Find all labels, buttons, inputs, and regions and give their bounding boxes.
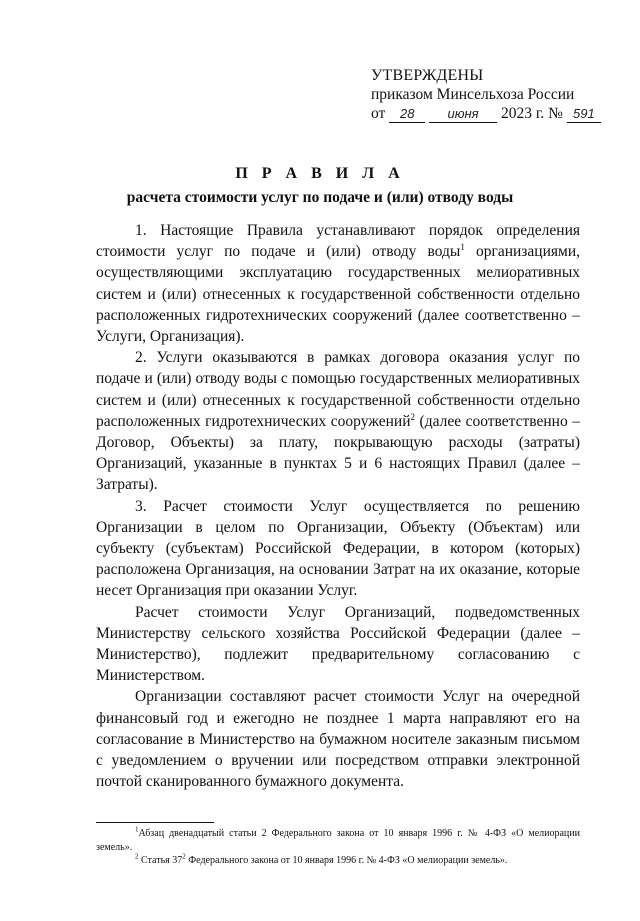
paragraph-2-text-b: (далее соответственно – Договор, Объекты) за плату, покрывающую расходы (затраты) Организаций, указанные в пунктах 5 и 6 настоящих Правил (далее – Затраты). <box>96 412 580 494</box>
footnote-2 <box>96 854 580 868</box>
paragraph-1-text-b: организациями, осуществляющими эксплуатацию государственных мелиоративных систем и (или) отнесенных к государственной собственности отдельно расположенных гидротехнических сооружений (далее соответственно – Услуги, Организация). <box>96 243 580 346</box>
footnote-ref-1: 1 <box>460 242 465 253</box>
footnote-2-text-b: Федерального закона от 10 января 1996 г. № 4-ФЗ «О мелиорации земель». <box>185 855 508 866</box>
footnote-1 <box>96 827 580 854</box>
document-subtitle: расчета стоимости услуг по подаче и (или) отводу воды <box>126 189 514 206</box>
paragraph-4: Расчет стоимости Услуг Организаций, подведомственных Министерству сельского хозяйства Российской Федерации (далее – Министерство), подлежит предварительному согласованию с Министерством. <box>96 603 580 685</box>
approval-stamp <box>371 66 601 123</box>
approval-month: июня <box>429 106 497 123</box>
approval-day: 28 <box>389 106 425 123</box>
approval-order-line: приказом Минсельхоза России <box>371 86 575 103</box>
approval-year: 2023 г. № <box>500 105 563 122</box>
paragraph-2-text-a: 2. Услуги оказываются в рамках договора оказания услуг по подаче и (или) отводу воды с помощью государственных мелиоративных систем и (или) отнесенных к государственной собственности отдельно расположенных гидротехнических сооружений <box>96 349 580 430</box>
paragraph-3: 3. Расчет стоимости Услуг осуществляется по решению Организации в целом по Организации, Объекту (Объектам) или субъекту (субъектам) Российской Федерации, в котором (которых) расположена Организация, на основании Затрат на их оказание, которые несет Организация при оказании Услуг. <box>96 497 580 600</box>
paragraph-5: Организации составляют расчет стоимости Услуг на очередной финансовый год и ежегодно не позднее 1 марта направляют его на согласование в Министерство на бумажном носителе заказным письмом с уведомлением о вручении или посредством отправки электронной почтой сканированного бумажного документа. <box>96 688 580 791</box>
paragraph-1 <box>96 220 580 347</box>
footnote-2-mark: 2 <box>135 852 139 861</box>
document-body <box>96 220 580 792</box>
footnote-ref-2: 2 <box>410 411 416 422</box>
footnote-2-text-a: Статья 37 <box>138 855 183 866</box>
document-heading <box>0 163 640 209</box>
paragraph-2 <box>96 347 580 495</box>
footnote-separator <box>96 822 214 823</box>
document-title: П Р А В И Л А <box>235 165 405 182</box>
footnote-1-text: Абзац двенадцатый статьи 2 Федерального закона от 10 января 1996 г. № 4-ФЗ «О мелиорации земель». <box>96 828 580 853</box>
paragraph-1-text-a: 1. Настоящие Правила устанавливают порядок определения стоимости услуг по подаче и (или) отводу воды <box>96 222 580 261</box>
approval-title: УТВЕРЖДЕНЫ <box>371 67 484 84</box>
date-prefix: от <box>371 105 386 122</box>
footnote-1-mark: 1 <box>135 825 139 834</box>
footnotes <box>96 827 580 868</box>
footnote-2-sup: 2 <box>182 852 186 861</box>
approval-number: 591 <box>567 106 601 123</box>
approval-date-line <box>371 104 601 123</box>
